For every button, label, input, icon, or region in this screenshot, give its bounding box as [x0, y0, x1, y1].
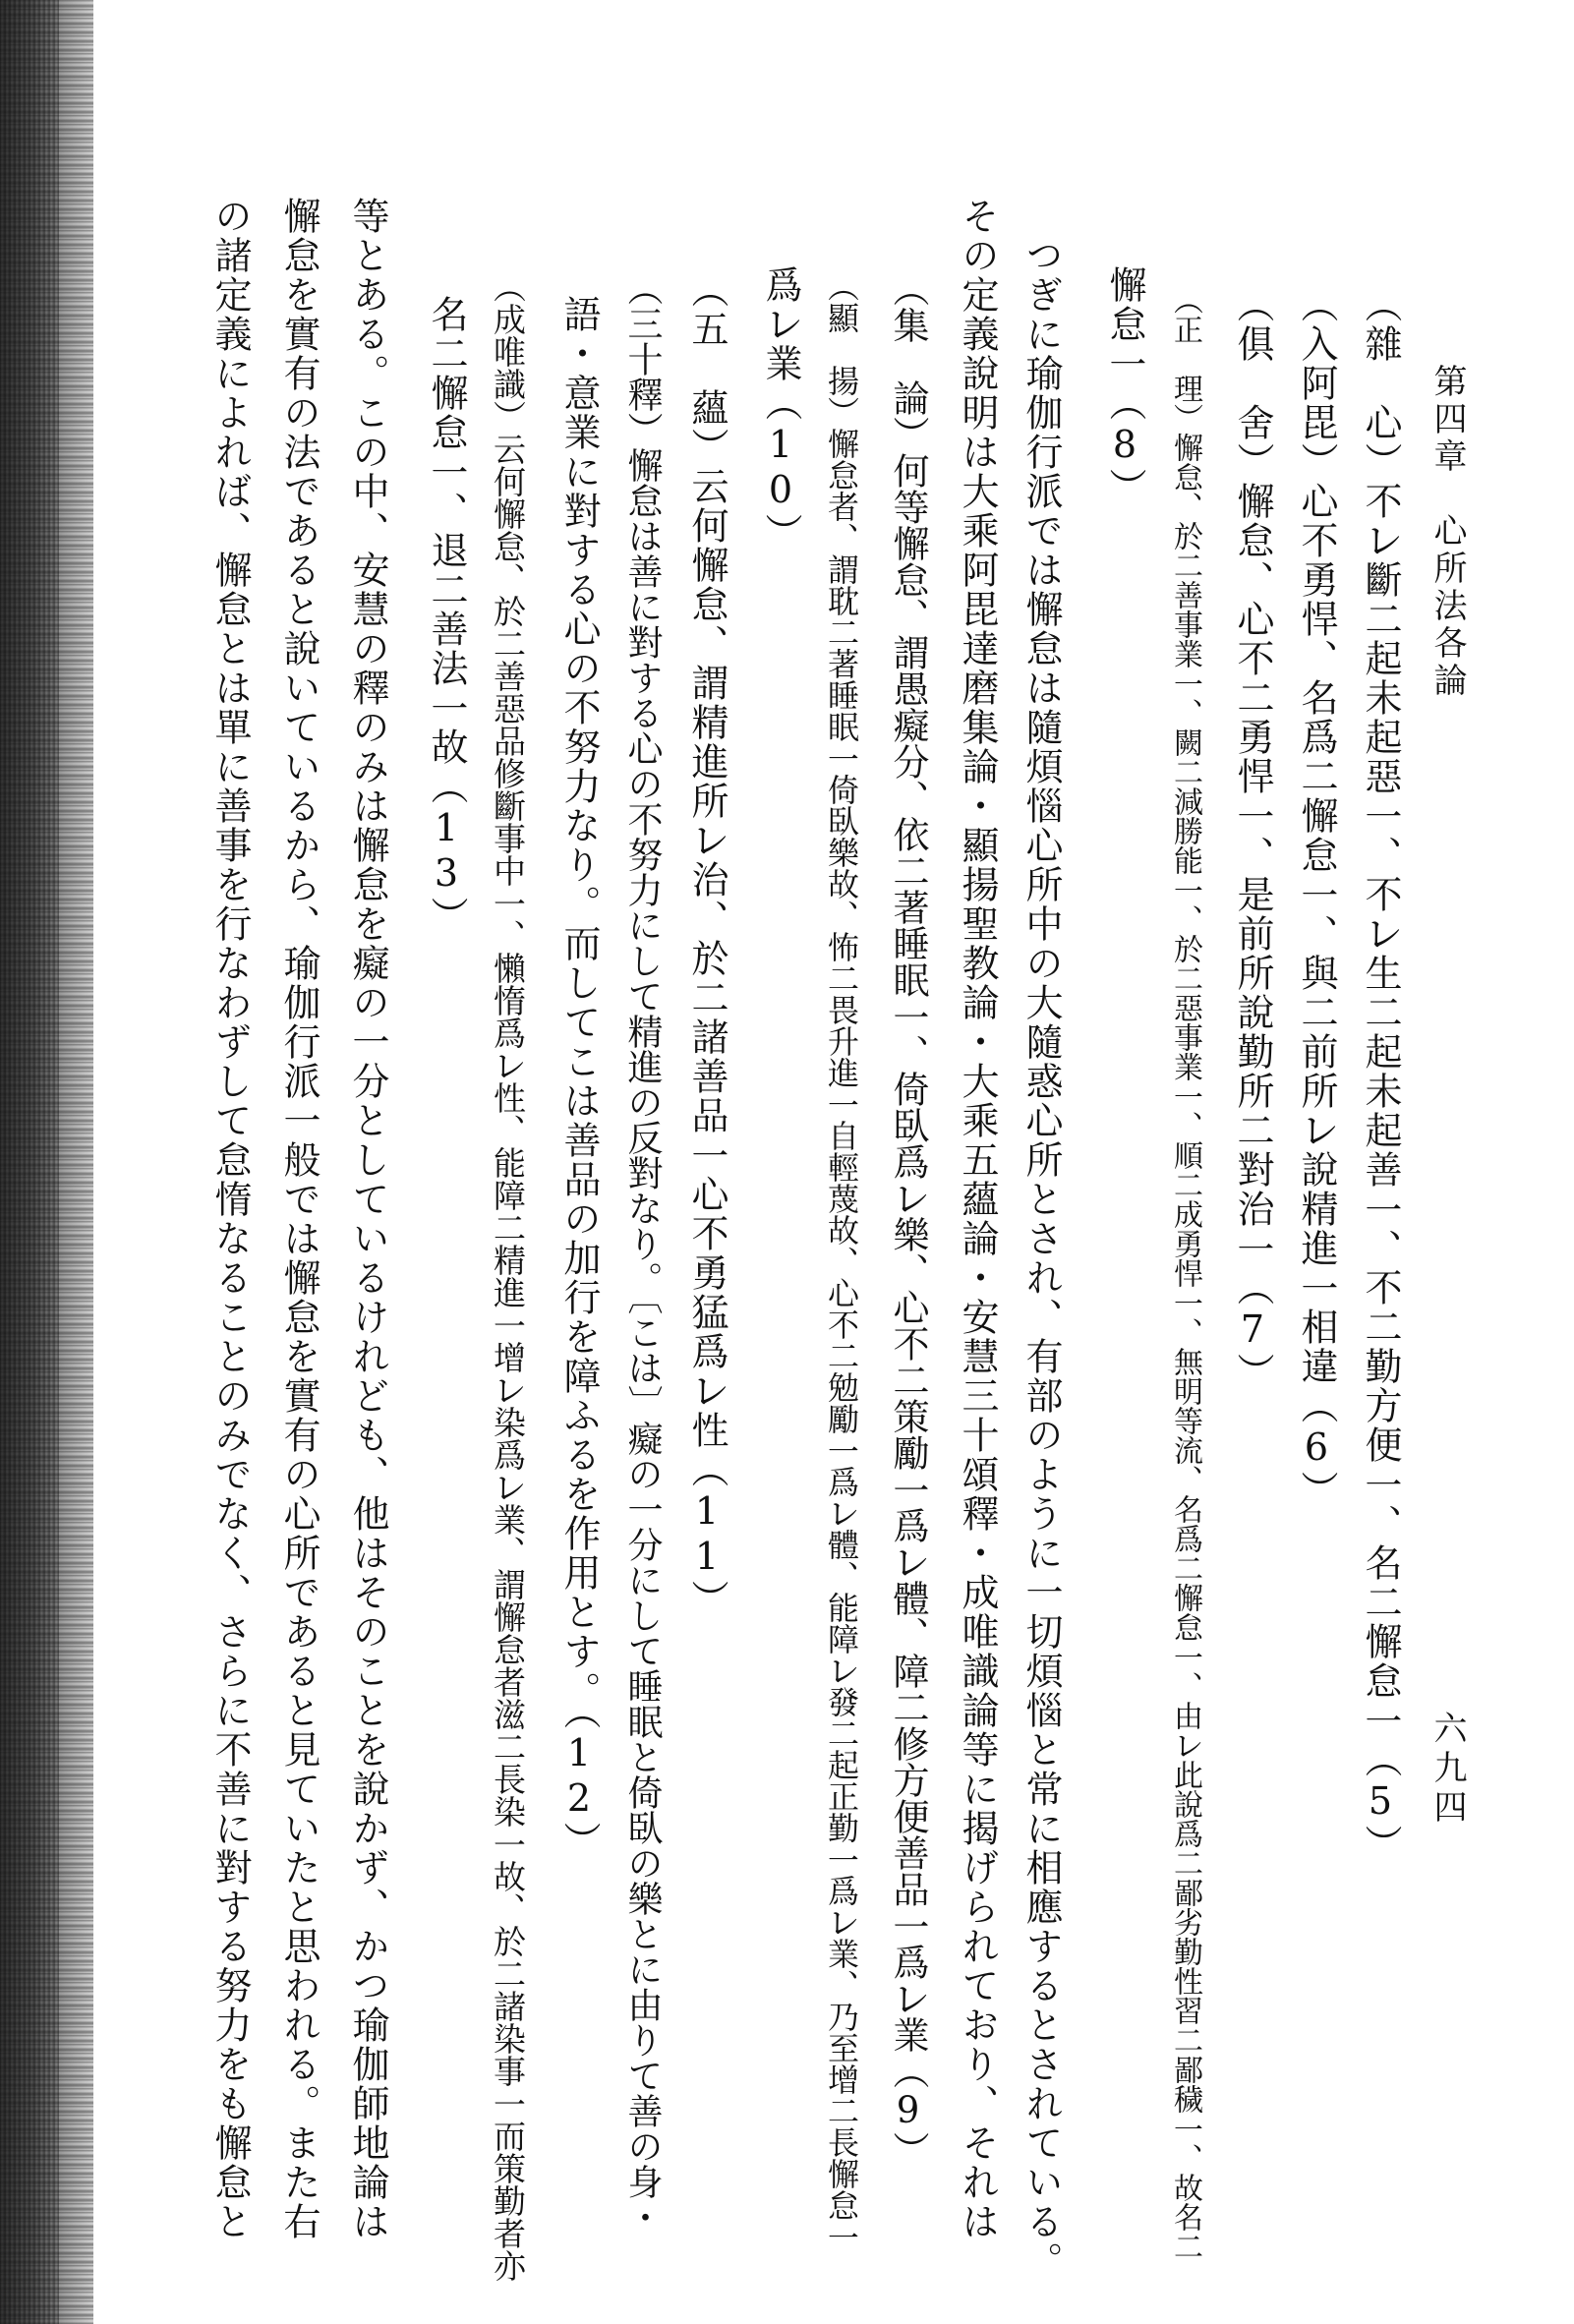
quote-line-joyuishiki: （成唯識）云何懈怠、於㆓善惡品修斷事中㆒、懶惰爲㆑性、能障㆓精進㆒增㆑染爲㆑業、謂懈怠者滋㆓長染㆒故、於㆓諸染事㆒而策勤者亦 — [489, 270, 527, 2282]
body-line: 懈怠を實有の法であると說いているから、瑜伽行派一般では懈怠を實有の心所であると見ていたと思われる。また右 — [277, 197, 321, 2241]
quote-line-shuron: （集 論）何等懈怠、謂愚癡分、依㆓著睡眠㆒、倚臥爲㆑樂、心不㆓策勵㆒爲㆑體、障㆓修方便善品㆒爲㆑業（9） — [887, 270, 929, 2168]
chapter-header: 第四章 心所法各論 — [1428, 364, 1467, 700]
quote-line-sanjushaku-cont: 語・意業に對する心の不努力なり。而してこは善品の加行を障ふるを作用とす。（12） — [557, 295, 601, 1861]
body-line: つぎに瑜伽行派では懈怠は隨煩惱心所中の大隨惑心所とされ、有部のように一切煩惱と常に相應するとされている。 — [1020, 236, 1063, 2281]
quote-line-kenyo: （顯 揚）懈怠者、謂耽㆓著睡眠㆒倚臥樂故、怖㆓畏升進㆒自輕蔑故、心不㆓勉勵㆒爲㆑體、能障㆑發㆓起正勤㆒爲㆑業、乃至增㆓長懈怠㆒ — [823, 270, 860, 2252]
quote-line-joyuishiki-cont: 名㆓懈怠㆒、退㆓善法㆒故（13） — [425, 295, 468, 936]
quote-line-goun: （五 蘊）云何懈怠、謂精進所㆑治、於㆓諸善品㆒心不勇猛爲㆑性（11） — [685, 270, 729, 1619]
quote-line-zatsushin: （雜 心）不㆑斷㆓起未起惡㆒、不㆑生㆓起未起善㆒、不㆓勤方便㆒、名㆓懈怠㆒（5） — [1359, 285, 1402, 1864]
page-number: 六九四 — [1428, 1711, 1467, 1829]
scan-gutter-noise — [0, 0, 59, 2324]
quote-line-sanjushaku: （三十釋）懈怠は善に對する心の不努力にして精進の反對なり。〔こは〕癡の一分にして睡眠と倚臥の樂とに由りて善の身・ — [622, 270, 663, 2235]
body-line: 等とある。この中、安慧の釋のみは懈怠を癡の一分としているけれども、他はそのことを說かず、かつ瑜伽師地論は — [346, 197, 389, 2241]
body-line: の諸定義によれば、懈怠とは單に善事を行なわずして怠惰なることのみでなく、さらに不善に對する努力をも懈怠と — [208, 197, 252, 2241]
quote-line-kenyo-cont: 爲㆑業（10） — [759, 265, 802, 552]
quote-line-nyuabi: （入阿毘）心不勇悍、名爲㆓懈怠㆒、與㆓前所㆑說精進㆒相違（6） — [1295, 285, 1338, 1510]
quote-line-shori-cont: 懈怠㆒（8） — [1103, 265, 1146, 507]
quote-line-shori: （正 理）懈怠、於㆓善事業㆒、闕㆓減勝能㆒、於㆓惡事業㆒、順㆓成勇悍㆒、無明等流、名爲㆓懈怠㆒、由㆑此說爲㆓鄙劣勤性習㆓鄙穢㆒、故名㆓ — [1168, 285, 1202, 2261]
body-line: その定義說明は大乘阿毘達磨集論・顯揚聖教論・大乘五蘊論・安慧三十頌釋・成唯識論等に揭げられており、それは — [956, 197, 999, 2241]
quote-line-kusha: （俱 舍）懈怠、心不㆓勇悍㆒、是前所說勤所㆓對治㆒（7） — [1231, 285, 1274, 1392]
